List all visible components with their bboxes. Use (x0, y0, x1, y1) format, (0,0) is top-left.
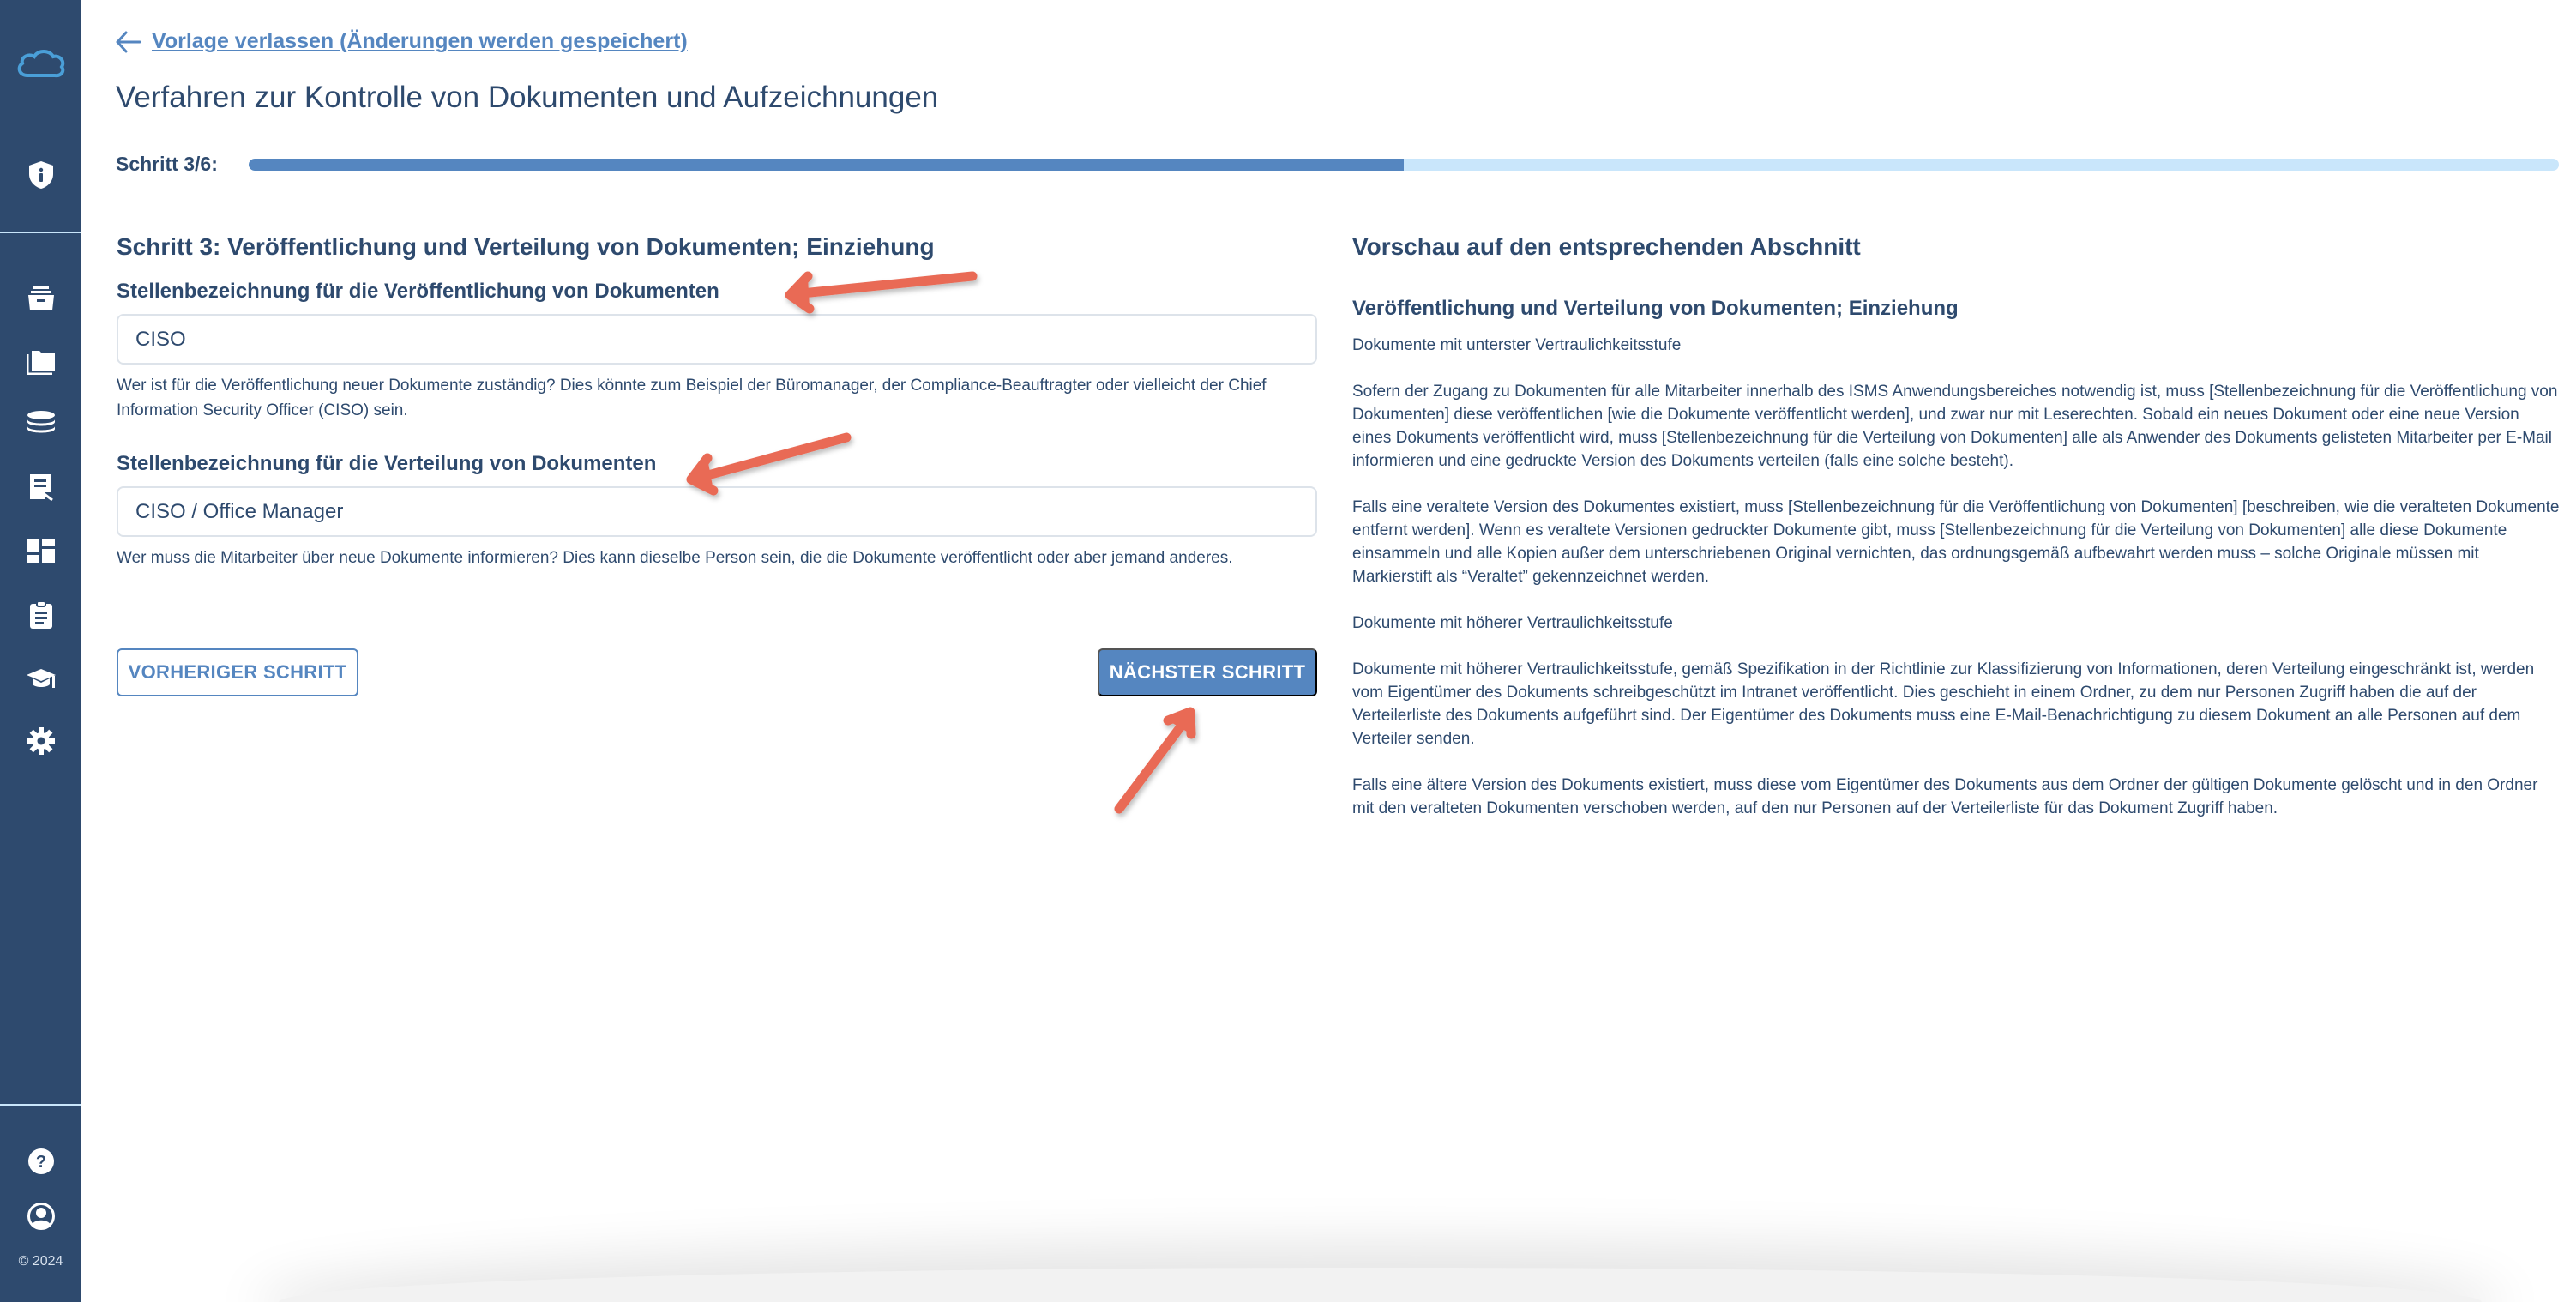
page-title: Verfahren zur Kontrolle von Dokumenten und Aufzeichnungen (116, 81, 939, 114)
progress-label: Schritt 3/6: (116, 153, 218, 175)
next-step-button[interactable]: NÄCHSTER SCHRITT (1098, 648, 1317, 696)
back-link-label: Vorlage verlassen (Änderungen werden gespeichert) (152, 29, 688, 53)
field-publication-label: Stellenbezeichnung für die Veröffentlichung von Dokumenten (117, 280, 719, 303)
folders-icon[interactable] (0, 345, 81, 379)
main-content (81, 0, 2576, 1302)
preview-title: Vorschau auf den entsprechenden Abschnitt (1352, 233, 1861, 260)
field-distribution (117, 452, 1317, 570)
field-publication-input[interactable] (117, 314, 1317, 365)
copyright: © 2024 (18, 1254, 63, 1269)
dashboard-icon[interactable] (0, 533, 81, 568)
previous-step-button[interactable]: VORHERIGER SCHRITT (117, 648, 358, 696)
back-link[interactable] (116, 29, 688, 54)
preview-section-title: Veröffentlichung und Verteilung von Dokumenten; Einziehung (1352, 297, 1959, 320)
progress-bar (249, 159, 2559, 171)
field-distribution-hint: Wer muss die Mitarbeiter über neue Dokumente informieren? Dies kann dieselbe Person sein, die die Dokumente veröffentlicht oder aber jemand anderes. (117, 549, 1233, 567)
preview-paragraph: Falls eine ältere Version des Dokuments existiert, muss diese vom Eigentümer des Dokuments aus dem Ordner der gültigen Dokumente gelöscht und in den Ordner mit den veralteten Dokumenten verschoben werden, auf den nur Personen auf der Verteilerliste für das Dokument Zugriff haben. (1352, 776, 2538, 817)
database-icon[interactable] (0, 407, 81, 441)
preview-section (1352, 233, 2561, 820)
form-section (117, 233, 1317, 570)
preview-paragraph: Dokumente mit höherer Vertraulichkeitsstufe, gemäß Spezifikation in der Richtlinie zur Klassifizierung von Informationen, deren Verteilung eingeschränkt ist, werden vom Eigentümer des Dokuments schreibgeschützt im Intranet veröffentlicht. Dies geschieht in einem Ordner, zu dem nur Personen Zugriff haben die auf der Verteilerliste des Dokuments aufgeführt sind. Der Eigentümer des Dokuments muss eine E-Mail-Benachrichtigung zu diesem Dokument an alle Personen auf dem Verteiler senden. (1352, 660, 2535, 748)
preview-paragraph: Dokumente mit unterster Vertraulichkeitsstufe (1352, 336, 1682, 354)
gear-icon[interactable] (0, 724, 81, 758)
graduation-cap-icon[interactable] (0, 662, 81, 695)
field-distribution-label: Stellenbezeichnung für die Verteilung von Dokumenten (117, 452, 657, 475)
sidebar-divider-bottom (0, 1104, 81, 1106)
preview-paragraph: Dokumente mit höherer Vertraulichkeitsstufe (1352, 614, 1673, 632)
step-title: Schritt 3: Veröffentlichung und Verteilung von Dokumenten; Einziehung (117, 233, 935, 260)
preview-paragraph: Sofern der Zugang zu Dokumenten für alle Mitarbeiter innerhalb des ISMS Anwendungsbereiches notwendig ist, muss [Stellenbezeichnung für die Veröffentlichung von Dokumenten] diese veröffentlichen [wie die Dokumente veröffentlicht werden], und zwar nur mit Leserechten. Sobald ein neues Dokument oder eine neue Version eines Dokuments veröffentlicht wird, muss [Stellenbezeichnung für die Verteilung von Dokumenten] alle als Anwender des Dokuments gelisteten Mitarbeiter per E-Mail informieren und eine gedruckte Version des Dokuments verteilen (falls eine solche besteht). (1352, 383, 2558, 470)
sidebar-divider (0, 232, 81, 233)
clipboard-icon[interactable] (0, 597, 81, 633)
progress-fill (249, 159, 1404, 171)
archive-icon[interactable] (0, 281, 81, 316)
bottom-shadow (279, 1268, 2482, 1302)
field-publication (117, 280, 1317, 423)
preview-paragraph: Falls eine veraltete Version des Dokumentes existiert, muss [Stellenbezeichnung für die Veröffentlichung von Dokumenten] [beschreiben, wie die veralteten Dokumente entfernt werden]. Wenn es veraltete Versionen gedruckter Dokumente gibt, muss [Stellenbezeichnung für die Verteilung von Dokumenten] alle diese Dokumente einsammeln und alle Kopien außer dem unterschriebenen Original vernichten, das ordnungsgemäß aufbewahrt werden muss – solche Originale müssen mit Markierstift als “Veraltet” gekennzeichnet werden. (1352, 498, 2560, 586)
field-publication-hint: Wer ist für die Veröffentlichung neuer Dokumente zuständig? Dies könnte zum Beispiel der Büromanager, der Compliance-Beauftragter oder vielleicht der Chief Information Security Officer (CISO) sein. (117, 377, 1267, 419)
cloud-logo-icon[interactable] (0, 38, 81, 89)
shield-info-icon[interactable] (0, 158, 81, 192)
user-icon[interactable] (0, 1201, 81, 1232)
arrow-left-icon (116, 31, 141, 53)
help-icon[interactable] (0, 1146, 81, 1177)
field-distribution-input[interactable] (117, 486, 1317, 537)
document-review-icon[interactable] (0, 470, 81, 504)
sidebar (0, 0, 81, 1302)
svg-text:?: ? (35, 1153, 46, 1172)
